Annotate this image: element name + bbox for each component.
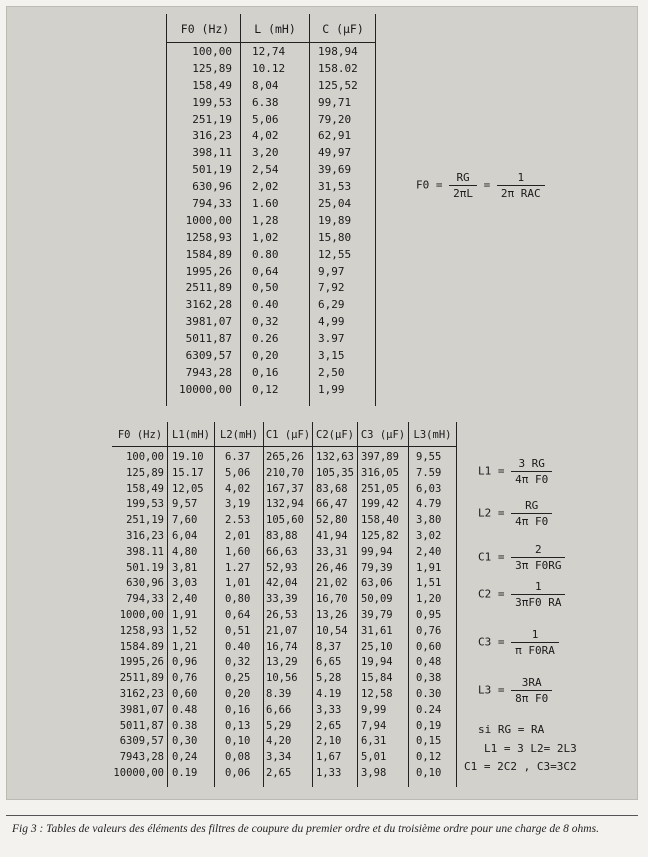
table-cell: 15.17 — [172, 466, 204, 479]
condition-rg-ra: si RG = RA — [478, 723, 545, 736]
table-cell: 6,31 — [361, 735, 387, 748]
table-cell: 3981,07 — [185, 315, 232, 329]
table-cell: 3,02 — [416, 529, 442, 542]
formula-c1-fraction — [511, 543, 565, 572]
table-cell: 2,50 — [318, 365, 345, 379]
table-cell: 7943,28 — [185, 365, 232, 379]
table-cell: 316,23 — [192, 129, 232, 143]
table-cell: 0,16 — [225, 703, 251, 716]
formula-l3 — [478, 676, 552, 705]
formula1-num1: RG — [449, 171, 477, 186]
table-cell: 1000,00 — [185, 213, 232, 227]
table-cell: 2,65 — [266, 766, 292, 779]
formula-l1-num: 3 RG — [511, 457, 552, 472]
table-cell: 15,80 — [318, 230, 352, 244]
formula-c2-fraction — [511, 580, 565, 609]
table-cell: 0.80 — [252, 247, 279, 261]
table-cell: 5011,87 — [185, 332, 232, 346]
table-cell: 10.12 — [252, 61, 286, 75]
table-cell: 1,99 — [318, 382, 345, 396]
formula1-fraction-rc — [497, 171, 545, 200]
table-cell: 26,53 — [266, 608, 298, 621]
table-cell: 132,63 — [316, 451, 354, 463]
caption-rule — [6, 815, 638, 816]
table-cell: 2,02 — [252, 180, 279, 194]
table-cell: 52,80 — [316, 514, 348, 527]
table-cell: 3,15 — [318, 349, 345, 363]
table-cell: 125,89 — [126, 466, 164, 479]
table2-header-rule — [112, 446, 457, 447]
table1-col-l — [252, 44, 290, 399]
formula-c3-num: 1 — [511, 628, 559, 643]
relation-c: C1 = 2C2 , C3=3C2 — [464, 760, 577, 773]
table-cell: 5,01 — [361, 751, 387, 764]
formula-l3-lhs: L3 = — [478, 683, 505, 697]
table-cell: 1000,00 — [119, 608, 164, 621]
table-cell: 1258,93 — [185, 230, 232, 244]
table-cell: 0,50 — [252, 281, 279, 295]
table-cell: 6,66 — [266, 703, 292, 716]
table-cell: 39,69 — [318, 163, 352, 177]
table-cell: 1995,26 — [185, 264, 232, 278]
formula-l3-den: 8π F0 — [515, 692, 549, 705]
table-cell: 0,64 — [252, 264, 279, 278]
table-cell: 3162,23 — [119, 687, 164, 700]
table-cell: 0,38 — [416, 672, 442, 685]
formula1-fraction-rl — [449, 171, 477, 200]
table-cell: 1,02 — [252, 230, 279, 244]
table-cell: 0,20 — [225, 687, 251, 700]
table-cell: 19,94 — [361, 656, 393, 669]
table-cell: 125,89 — [192, 61, 232, 75]
table-cell: 31,53 — [318, 180, 352, 194]
table-cell: 251,19 — [192, 112, 232, 126]
table-cell: 7,92 — [318, 281, 345, 295]
table2-header-c2: C2(µF) — [316, 429, 354, 441]
table-cell: 83,68 — [316, 482, 348, 495]
table-cell: 265,26 — [266, 451, 304, 463]
table1-header-l: L (mH) — [254, 22, 296, 36]
table-cell: 105,35 — [316, 466, 354, 479]
formula1-num2: 1 — [497, 171, 545, 186]
table-cell: 9,97 — [318, 264, 345, 278]
table-cell: 0,64 — [225, 608, 251, 621]
table-cell: 7,60 — [172, 514, 198, 527]
table-cell: 4,02 — [252, 129, 279, 143]
table-cell: 0.24 — [416, 703, 442, 716]
table-cell: 0,32 — [252, 315, 279, 329]
table2-col-l3 — [416, 450, 452, 782]
table-cell: 158.02 — [318, 61, 358, 75]
formula-c1 — [478, 543, 565, 572]
table-cell: 21,07 — [266, 624, 298, 637]
table-cell: 4.79 — [416, 498, 442, 511]
table-cell: 251,19 — [126, 514, 164, 527]
formula-l3-fraction — [511, 676, 552, 705]
table-cell: 8,37 — [316, 640, 342, 653]
table-cell: 0,80 — [225, 593, 251, 606]
table2-col-c2 — [316, 450, 356, 782]
table-cell: 12,05 — [172, 482, 204, 495]
table-cell: 501,19 — [192, 163, 232, 177]
formula-l2-lhs: L2 = — [478, 506, 505, 520]
table2-right-border — [456, 422, 457, 787]
table-cell: 1,01 — [225, 577, 251, 590]
table-cell: 1,52 — [172, 624, 198, 637]
table-cell: 21,02 — [316, 577, 348, 590]
table-cell: 5011,87 — [119, 719, 164, 732]
formula1-den2: 2π RAC — [500, 187, 541, 200]
formula-c1-num: 2 — [511, 543, 565, 558]
table-cell: 2,54 — [252, 163, 279, 177]
table-cell: 100,00 — [192, 45, 232, 58]
table-cell: 2,65 — [316, 719, 342, 732]
table1-right-border — [375, 14, 376, 406]
table2-header-c3: C3 (µF) — [360, 429, 406, 441]
table-cell: 4,20 — [266, 735, 292, 748]
formula-c2-den: 3πF0 RA — [515, 596, 562, 609]
formula-c3-lhs: C3 = — [478, 635, 505, 649]
table-cell: 5,29 — [266, 719, 292, 732]
table-cell: 6309,57 — [119, 735, 164, 748]
table-cell: 1,60 — [225, 545, 251, 558]
table2-col-f0 — [108, 450, 164, 782]
table-cell: 31,61 — [361, 624, 393, 637]
table-cell: 52,93 — [266, 561, 298, 574]
table-cell: 25,04 — [318, 197, 352, 211]
table-cell: 501.19 — [126, 561, 164, 574]
table2-col-c1 — [266, 450, 310, 782]
table-cell: 0,48 — [416, 656, 442, 669]
table2-divider-3 — [312, 422, 313, 787]
formula-c2-num: 1 — [511, 580, 565, 595]
table-cell: 3162,28 — [185, 298, 232, 312]
table-cell: 0,76 — [172, 672, 198, 685]
formula1-lhs: F0 = — [416, 178, 443, 192]
table-cell: 33,39 — [266, 593, 298, 606]
table-cell: 99,71 — [318, 95, 352, 109]
table-cell: 794,33 — [192, 197, 232, 211]
table-cell: 42,04 — [266, 577, 298, 590]
formula-c1-den: 3π F0RG — [515, 559, 562, 572]
table-cell: 0,32 — [225, 656, 251, 669]
table-cell: 0,10 — [225, 735, 251, 748]
table-cell: 9,55 — [416, 451, 442, 463]
table-cell: 0,24 — [172, 751, 198, 764]
table-cell: 316,23 — [126, 529, 164, 542]
table-cell: 9,57 — [172, 498, 198, 511]
formula-c3-den: π F0RA — [515, 644, 555, 657]
table-cell: 167,37 — [266, 482, 304, 495]
table-cell: 66,63 — [266, 545, 298, 558]
table-cell: 1,91 — [416, 561, 442, 574]
table-cell: 0,06 — [225, 766, 251, 779]
table-cell: 0,19 — [416, 719, 442, 732]
table-cell: 3,33 — [316, 703, 342, 716]
formula-c2 — [478, 580, 565, 609]
table2-header-l3: L3(mH) — [413, 429, 452, 441]
table-cell: 7.59 — [416, 466, 442, 479]
table-cell: 3,80 — [416, 514, 442, 527]
table-cell: 1584.89 — [119, 640, 164, 653]
table-cell: 4.19 — [316, 687, 342, 700]
table2-divider-4 — [357, 422, 358, 787]
table-cell: 10000,00 — [179, 382, 232, 396]
table-cell: 0,96 — [172, 656, 198, 669]
table-cell: 66,47 — [316, 498, 348, 511]
table-cell: 125,52 — [318, 78, 358, 92]
table2-header-l1: L1(mH) — [172, 429, 210, 441]
table-cell: 2,40 — [416, 545, 442, 558]
relation-l: L1 = 3 L2= 2L3 — [484, 742, 577, 755]
table2-divider-5 — [408, 422, 409, 787]
table-cell: 6309,57 — [185, 349, 232, 363]
table-cell: 198,94 — [318, 45, 358, 58]
table-cell: 1,91 — [172, 608, 198, 621]
table-cell: 6,03 — [416, 482, 442, 495]
table-cell: 2,40 — [172, 593, 198, 606]
table1-left-border — [166, 14, 167, 406]
table-cell: 19.10 — [172, 451, 204, 463]
table-cell: 3,81 — [172, 561, 198, 574]
table-cell: 1,33 — [316, 766, 342, 779]
table-cell: 630,96 — [192, 180, 232, 194]
table2-divider-1 — [214, 422, 215, 787]
formula-c1-lhs: C1 = — [478, 550, 505, 564]
table-cell: 0.40 — [252, 298, 279, 312]
table-cell: 4,80 — [172, 545, 198, 558]
formula-l2-fraction — [511, 499, 552, 528]
table-cell: 0,13 — [225, 719, 251, 732]
table-cell: 199,53 — [192, 95, 232, 109]
table-cell: 6,04 — [172, 529, 198, 542]
table-cell: 2.53 — [225, 514, 251, 527]
table-cell: 0,16 — [252, 365, 279, 379]
formula-first-order — [416, 171, 545, 200]
table-cell: 0,30 — [172, 735, 198, 748]
table-cell: 39,79 — [361, 608, 393, 621]
table2-col-l1 — [172, 450, 210, 782]
table-cell: 3,34 — [266, 751, 292, 764]
table-cell: 158,49 — [126, 482, 164, 495]
table-cell: 1584,89 — [185, 247, 232, 261]
table-cell: 0.38 — [172, 719, 198, 732]
table-cell: 63,06 — [361, 577, 393, 590]
table-cell: 12,74 — [252, 45, 286, 58]
table-cell: 13,26 — [316, 608, 348, 621]
table-cell: 15,84 — [361, 672, 393, 685]
table-cell: 0,12 — [252, 382, 279, 396]
table-cell: 7,94 — [361, 719, 387, 732]
table-cell: 0,20 — [252, 349, 279, 363]
table-cell: 0,60 — [416, 640, 442, 653]
table-cell: 1,67 — [316, 751, 342, 764]
table1-header-rule — [166, 42, 376, 43]
formula1-equals: = — [483, 178, 491, 192]
table-cell: 251,05 — [361, 482, 399, 495]
table-cell: 8.39 — [266, 687, 292, 700]
table-cell: 16,74 — [266, 640, 298, 653]
table-cell: 0.19 — [172, 766, 198, 779]
table-cell: 79,39 — [361, 561, 393, 574]
table-cell: 5,28 — [316, 672, 342, 685]
table-cell: 4,02 — [225, 482, 251, 495]
formula-l2-num: RG — [511, 499, 552, 514]
table-cell: 0,08 — [225, 751, 251, 764]
formula-c3-fraction — [511, 628, 559, 657]
table-cell: 0.40 — [225, 640, 251, 653]
table-cell: 99,94 — [361, 545, 393, 558]
table2-divider-0 — [167, 422, 168, 787]
table-cell: 397,89 — [361, 451, 399, 463]
table-cell: 1.27 — [225, 561, 251, 574]
table-cell: 79,20 — [318, 112, 352, 126]
table-cell: 0,60 — [172, 687, 198, 700]
table-cell: 158,49 — [192, 78, 232, 92]
formula-l1-fraction — [511, 457, 552, 486]
table1-col-c — [318, 44, 364, 399]
table2-header-c1: C1 (µF) — [265, 429, 311, 441]
table1-col-f0 — [168, 44, 232, 399]
table1-header-c: C (µF) — [322, 22, 364, 36]
table-cell: 398,11 — [192, 146, 232, 160]
table-cell: 199,53 — [126, 498, 164, 511]
table-cell: 132,94 — [266, 498, 304, 511]
table-cell: 9,99 — [361, 703, 387, 716]
figure-caption: Fig 3 : Tables de valeurs des éléments des filtres de coupure du premier ordre et du troisième ordre pour une charge de 8 ohms. — [12, 823, 599, 835]
formula-l3-num: 3RA — [511, 676, 552, 691]
table2-divider-2 — [263, 422, 264, 787]
table-cell: 2,01 — [225, 529, 251, 542]
table-cell: 1,20 — [416, 593, 442, 606]
table-cell: 100,00 — [126, 451, 164, 463]
table2-col-l2 — [225, 450, 259, 782]
table-cell: 1.60 — [252, 197, 279, 211]
table-cell: 1,28 — [252, 213, 279, 227]
table-cell: 6,29 — [318, 298, 345, 312]
formula-l2-den: 4π F0 — [515, 515, 549, 528]
table-cell: 0,12 — [416, 751, 442, 764]
table-cell: 0,25 — [225, 672, 251, 685]
table-cell: 1995,26 — [119, 656, 164, 669]
table-cell: 1,51 — [416, 577, 442, 590]
table-cell: 398.11 — [126, 545, 164, 558]
table-cell: 199,42 — [361, 498, 399, 511]
table-cell: 0,10 — [416, 766, 442, 779]
table-cell: 16,70 — [316, 593, 348, 606]
table-cell: 158,40 — [361, 514, 399, 527]
table-cell: 0,51 — [225, 624, 251, 637]
table-cell: 25,10 — [361, 640, 393, 653]
formula-l1 — [478, 457, 552, 486]
table-cell: 62,91 — [318, 129, 352, 143]
table-cell: 10,56 — [266, 672, 298, 685]
table-cell: 4,99 — [318, 315, 345, 329]
table-cell: 210,70 — [266, 466, 304, 479]
formula-c3 — [478, 628, 559, 657]
table-cell: 10000,00 — [113, 766, 164, 779]
table-cell: 1,21 — [172, 640, 198, 653]
formula1-den1: 2πL — [453, 187, 473, 200]
table-cell: 3,19 — [225, 498, 251, 511]
table-cell: 3,98 — [361, 766, 387, 779]
table-cell: 6,65 — [316, 656, 342, 669]
table-cell: 3,03 — [172, 577, 198, 590]
table-cell: 125,82 — [361, 529, 399, 542]
table1-header-f0: F0 (Hz) — [180, 22, 230, 36]
table-cell: 26,46 — [316, 561, 348, 574]
table-cell: 1258,93 — [119, 624, 164, 637]
table-cell: 33,31 — [316, 545, 348, 558]
table-cell: 12,58 — [361, 687, 393, 700]
table-cell: 7943,28 — [119, 751, 164, 764]
table-cell: 105,60 — [266, 514, 304, 527]
table-cell: 8,04 — [252, 78, 279, 92]
table-cell: 49,97 — [318, 146, 352, 160]
table-cell: 3.97 — [318, 332, 345, 346]
table-cell: 2,10 — [316, 735, 342, 748]
table-cell: 12,55 — [318, 247, 352, 261]
table-cell: 316,05 — [361, 466, 399, 479]
table-cell: 0,95 — [416, 608, 442, 621]
table-cell: 3981,07 — [119, 703, 164, 716]
table-cell: 2511,89 — [119, 672, 164, 685]
formula-l2 — [478, 499, 552, 528]
table-cell: 6.37 — [225, 451, 251, 463]
table-cell: 5,06 — [225, 466, 251, 479]
table-cell: 41,94 — [316, 529, 348, 542]
table2-col-c3 — [361, 450, 406, 782]
table2-header-f0: F0 (Hz) — [117, 429, 163, 441]
table-cell: 0.30 — [416, 687, 442, 700]
formula-l1-lhs: L1 = — [478, 464, 505, 478]
table-cell: 794,33 — [126, 593, 164, 606]
table-cell: 0,76 — [416, 624, 442, 637]
table-cell: 0,15 — [416, 735, 442, 748]
table2-header-l2: L2(mH) — [220, 429, 258, 441]
table-cell: 10,54 — [316, 624, 348, 637]
table-cell: 0.26 — [252, 332, 279, 346]
table1-divider-2 — [309, 14, 310, 406]
table-cell: 630,96 — [126, 577, 164, 590]
table-cell: 2511,89 — [185, 281, 232, 295]
table-cell: 13,29 — [266, 656, 298, 669]
table-cell: 50,09 — [361, 593, 393, 606]
formula-c2-lhs: C2 = — [478, 587, 505, 601]
table-cell: 19,89 — [318, 213, 352, 227]
table-cell: 83,88 — [266, 529, 298, 542]
table-cell: 5,06 — [252, 112, 279, 126]
formula-l1-den: 4π F0 — [515, 473, 549, 486]
table-cell: 3,20 — [252, 146, 279, 160]
table-cell: 6.38 — [252, 95, 279, 109]
table1-divider-1 — [240, 14, 241, 406]
table-cell: 0.48 — [172, 703, 198, 716]
